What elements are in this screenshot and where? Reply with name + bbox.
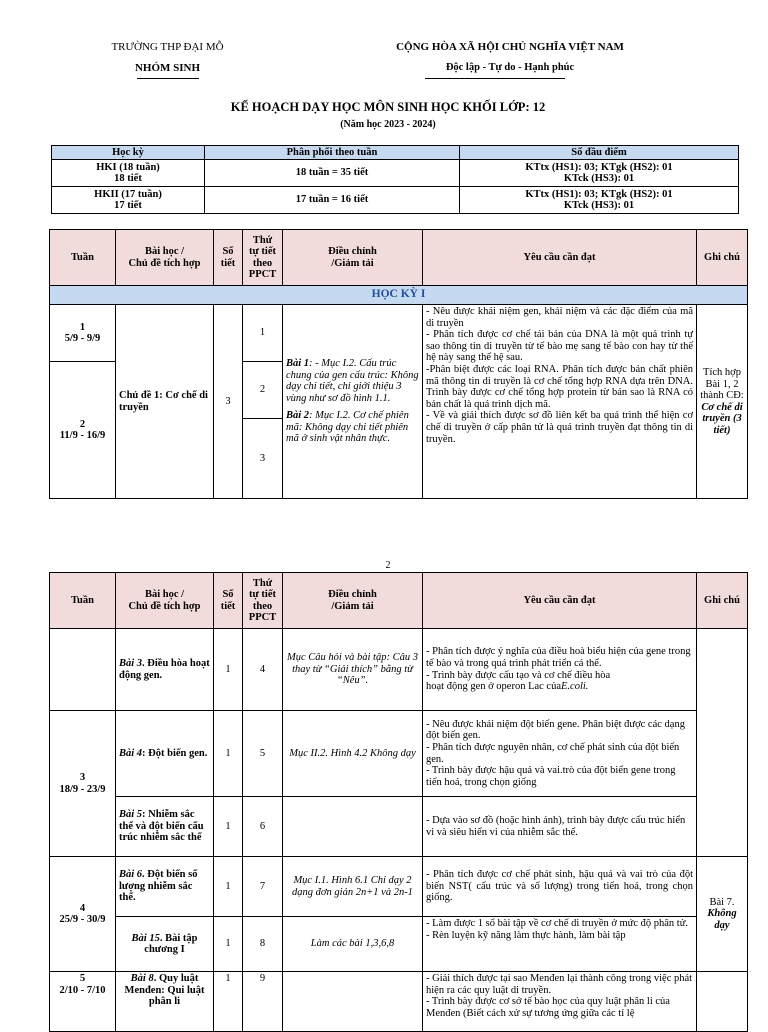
col-lesson: Bài học / Chủ đề tích hợp [116,573,214,629]
group-name: NHÓM SINH [134,62,201,74]
term-scores-final: KTck (HS3): 01 [563,173,635,184]
table-row [50,972,748,1032]
week-cell [50,629,116,711]
lesson-cell: Bài 8. Quy luật Menđen: Qui luật phân li [116,972,214,1032]
lesson-cell: Bài 6. Đột biến số lượng nhiễm sắc thể. [116,857,214,917]
lesson-cell: Bài 4: Đột biến gen. [116,711,214,797]
adjustment-cell: Làm các bài 1,3,6,8 [283,917,423,972]
num-lessons-cell: 1 [214,629,243,711]
adjustment-cell [283,797,423,857]
col-adjustment: Điều chỉnh /Giảm tải [283,230,423,286]
note-cell [697,629,748,857]
table-row [52,187,739,214]
summary-header-distribution: Phân phối theo tuần [205,146,460,160]
lesson-cell: Bài 3. Điều hòa hoạt động gen. [116,629,214,711]
term-distribution: 18 tuần = 35 tiết [205,160,460,187]
plan-table-page1 [49,229,748,499]
col-week: Tuần [50,230,116,286]
term-name: HKI (18 tuần) [96,161,160,173]
school-name: TRƯỜNG THP ĐẠI MỖ [111,41,224,53]
lesson-cell: Bài 5: Nhiễm sắc thể và đột biến cấu trúc nhiễm sắc thể [116,797,214,857]
term-scores: KTtx (HS1): 03; KTgk (HS2): 01 [525,188,673,200]
table-row [52,160,739,187]
table-row [50,797,748,857]
num-lessons-cell: 1 [214,972,243,1032]
table-row [50,857,748,917]
nation-name: CỘNG HÒA XÃ HỘI CHỦ NGHĨA VIỆT NAM [396,41,624,53]
week-cell: 2 11/9 - 16/9 [50,362,116,499]
num-lessons-cell: 1 [214,917,243,972]
num-lessons-cell: 1 [214,711,243,797]
col-requirements: Yêu cầu cần đạt [423,230,697,286]
lesson-cell: Chủ đề 1: Cơ chế di truyền [116,305,214,499]
table-row [50,711,748,797]
summary-table [51,145,739,214]
num-lessons-cell: 1 [214,857,243,917]
table-row [50,917,748,972]
national-motto: Độc lập - Tự do - Hạnh phúc [445,62,575,73]
col-notes: Ghi chú [697,230,748,286]
requirements-cell: - Nêu được khái niệm gen, khái niệm và các đặc điểm của mã di truyền - Phân tích được cơ chế tái bản của DNA là một quá trình tự sao thông tin di truyền từ tế bào mẹ sang tế bào con hay từ thế hệ này sang thế hệ sau. -Phân biệt được các loại RNA. Phân tích được bản chất phiên mã thông tin di truyền là cơ chế tổng hợp RNA dựa trên DNA. Trình bày được cơ chế tổng hợp protein từ bản sao là RNA có bản chất là quá trình dịch mã. - Về và giải thích được sơ đồ liên kết ba quá trình thể hiện cơ chế di truyền ở cấp phân tử là quá trình truyền đạt thông tin di truyền. [423,305,697,499]
col-order: Thứ tự tiết theo PPCT [243,573,283,629]
col-notes: Ghi chú [697,573,748,629]
note-cell: Bài 7. Không dạy [697,857,748,972]
adjustment-cell: Bài 1: - Mục I.2. Cấu trúc chung của gen cấu trúc: Không dạy chi tiết, chỉ giới thiệu 3 vùng như sơ đồ hình 1.1. Bài 2: Mục I.2. Cơ chế phiên mã: Không dạy chi tiết phiên mã ở sinh vật nhân thực. [283,305,423,499]
order-cell: 2 [243,362,283,419]
table-row [50,305,748,362]
adjustment-cell [283,972,423,1032]
semester-label: HỌC KỲ I [50,286,748,305]
col-requirements: Yêu cầu cần đạt [423,573,697,629]
order-cell: 4 [243,629,283,711]
table-row [50,629,748,711]
adjustment-cell: Mục I.1. Hình 6.1 Chỉ dạy 2 dạng đơn giản 2n+1 và 2n-1 [283,857,423,917]
document-title: KẾ HOẠCH DẠY HỌC MÔN SINH HỌC KHỐI LỚP: 12 [230,100,546,114]
order-cell: 9 [243,972,283,1032]
col-week: Tuần [50,573,116,629]
order-cell: 3 [243,419,283,499]
col-lesson: Bài học / Chủ đề tích hợp [116,230,214,286]
week-cell: 5 2/10 - 7/10 [50,972,116,1032]
requirements-cell: - Dựa vào sơ đồ (hoặc hình ảnh), trình bày được cấu trúc hiển vi và siêu hiển vi của nhiễm sắc thể. [423,797,697,857]
requirements-cell: - Giải thích được tại sao Menđen lại thành công trong việc phát hiện ra các quy luật di truyền. - Trình bày được cơ sở tế bào học của quy luật phân li của Menđen (Biết cách xử sự tương ứng giữa các tỉ lệ [423,972,697,1032]
term-lessons: 17 tiết [114,200,142,211]
motto-underline [425,78,565,79]
col-adjustment: Điều chỉnh /Giảm tải [283,573,423,629]
lesson-cell: Bài 15. Bài tập chương I [116,917,214,972]
col-order: Thứ tự tiết theo PPCT [243,230,283,286]
summary-header-scores: Số đầu điểm [460,146,739,160]
num-lessons-cell: 3 [214,305,243,499]
school-year: (Năm học 2023 - 2024) [340,119,436,130]
order-cell: 5 [243,711,283,797]
term-scores-final: KTck (HS3): 01 [563,200,635,211]
requirements-cell: - Nêu được khái niệm đột biến gene. Phân biệt được các dạng đột biến gen. - Phân tích được nguyên nhân, cơ chế phát sinh của đột biến gen. - Trình bày được hậu quả và vai.trò của đột biến gene trong tiến hoá, trong chọn giống [423,711,697,797]
order-cell: 8 [243,917,283,972]
week-cell: 4 25/9 - 30/9 [50,857,116,972]
order-cell: 6 [243,797,283,857]
group-underline [137,78,199,79]
term-name: HKII (17 tuần) [94,188,162,200]
requirements-cell: - Phân tích được ý nghĩa của điều hoà biểu hiện của gene trong tế bào và trong quá trình phát triển cá thể. - Trình bày được cấu tạo và cơ chế điều hòa hoạt động gen ở operon Lac củaE.coli. [423,629,697,711]
term-lessons: 18 tiết [114,173,142,184]
term-scores: KTtx (HS1): 03; KTgk (HS2): 01 [525,161,673,173]
col-num-lessons: Số tiết [214,573,243,629]
note-cell: Tích hợp Bài 1, 2 thành CĐ: Cơ chế di truyền (3 tiết) [697,305,748,499]
page-number: 2 [385,560,391,571]
order-cell: 1 [243,305,283,362]
note-cell [697,972,748,1032]
plan-table-page2 [49,572,748,1032]
requirements-cell: - Phân tích được cơ chế phát sinh, hậu quả và vai trò của đột biến NST( cấu trúc và số lượng) trong tiến hoá, trong chọn giống. [423,857,697,917]
week-cell: 3 18/9 - 23/9 [50,711,116,857]
summary-header-term: Học kỳ [52,146,205,160]
num-lessons-cell: 1 [214,797,243,857]
adjustment-cell: Mục II.2. Hình 4.2 Không dạy [283,711,423,797]
week-cell: 1 5/9 - 9/9 [50,305,116,362]
order-cell: 7 [243,857,283,917]
term-distribution: 17 tuần = 16 tiết [205,187,460,214]
col-num-lessons: Số tiết [214,230,243,286]
adjustment-cell: Mục Câu hỏi và bài tập: Câu 3 thay từ “Giải thích” bằng từ “Nêu”. [283,629,423,711]
requirements-cell: - Làm được 1 số bài tập về cơ chế di truyền ở mức độ phân tử. - Rèn luyện kỹ năng làm thực hành, làm bài tập [423,917,697,972]
